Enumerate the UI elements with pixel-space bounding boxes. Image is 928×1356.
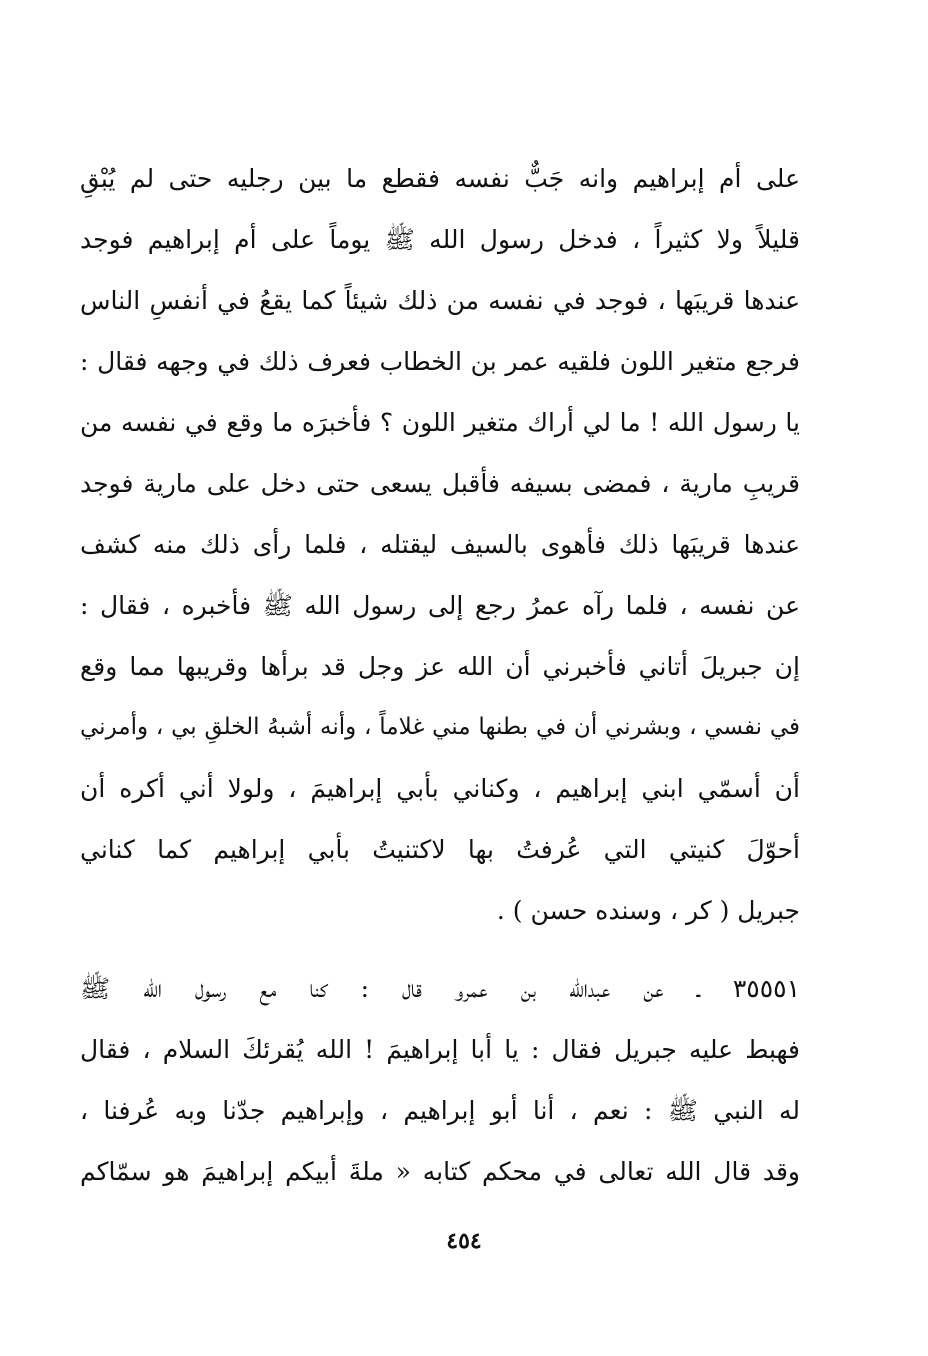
hadith-35551 [80,958,800,1202]
text-line: عن نفسه ، فلما رآه عمرُ رجع إلى رسول الله ﷺ فأخبره ، فقال : [80,591,800,620]
text-line: له النبي ﷺ : نعم ، أنا أبو إبراهيم ، وإبراهيم جدّنا وبه عُرفنا ، [80,1096,800,1125]
text-line: عندها قريبَها ، فوجد في نفسه من ذلك شيئاً كما يقعُ في أنفسِ الناس [80,286,800,315]
text-line: في نفسي ، وبشرني أن في بطنها مني غلاماً ، وأنه أشبهُ الخلقِ بي ، وأمرني [80,714,800,740]
page-number: ٤٥٤ [446,1228,482,1254]
text-line: على أم إبراهيم وانه جَبٌّ نفسه فقطع ما بين رجليه حتى لم يُبْقِ [80,164,800,193]
text-line: أن أسمّي ابني إبراهيم ، وكناني بأبي إبراهيمَ ، ولولا أني أكره أن [80,774,800,803]
text-line: قليلاً ولا كثيراً ، فدخل رسول الله ﷺ يوماً على أم إبراهيم فوجد [80,225,800,254]
text-line: جبريل ( كر ، وسنده حسن ) . [496,896,800,925]
text-line: أحوّلَ كنيتي التي عُرفتُ بها لاكتنيتُ بأبي إبراهيم كما كناني [80,835,800,864]
text-line: فرجع متغير اللون فلقيه عمر بن الخطاب فعرف ذلك في وجهه فقال : [80,347,800,376]
paragraph-continuation [80,148,800,941]
text-line: إن جبريلَ أتاني فأخبرني أن الله عز وجل قد برأها وقريبها مما وقع [80,652,800,681]
text-line: وقد قال الله تعالى في محكم كتابه « ملةَ أبيكم إبراهيمَ هو سمّاكم [80,1157,800,1186]
text-line: عندها قريبَها ذلك فأهوى بالسيف ليقتله ، فلما رأى ذلك منه كشف [80,530,800,559]
text-line: يا رسول الله ! ما لي أراك متغير اللون ؟ فأخبرَه ما وقع في نفسه من [80,408,800,437]
text-line: ٣٥٥٥١ ـ عن عبدالله بن عمرو قال : كنا مع رسول الله ﷺ [80,974,800,1003]
text-line: فهبط عليه جبريل فقال : يا أبا إبراهيمَ ! الله يُقرئكَ السلام ، فقال [80,1035,800,1064]
text-line: قريبِ مارية ، فمضى بسيفه فأقبل يسعى حتى دخل على مارية فوجد [80,469,800,498]
